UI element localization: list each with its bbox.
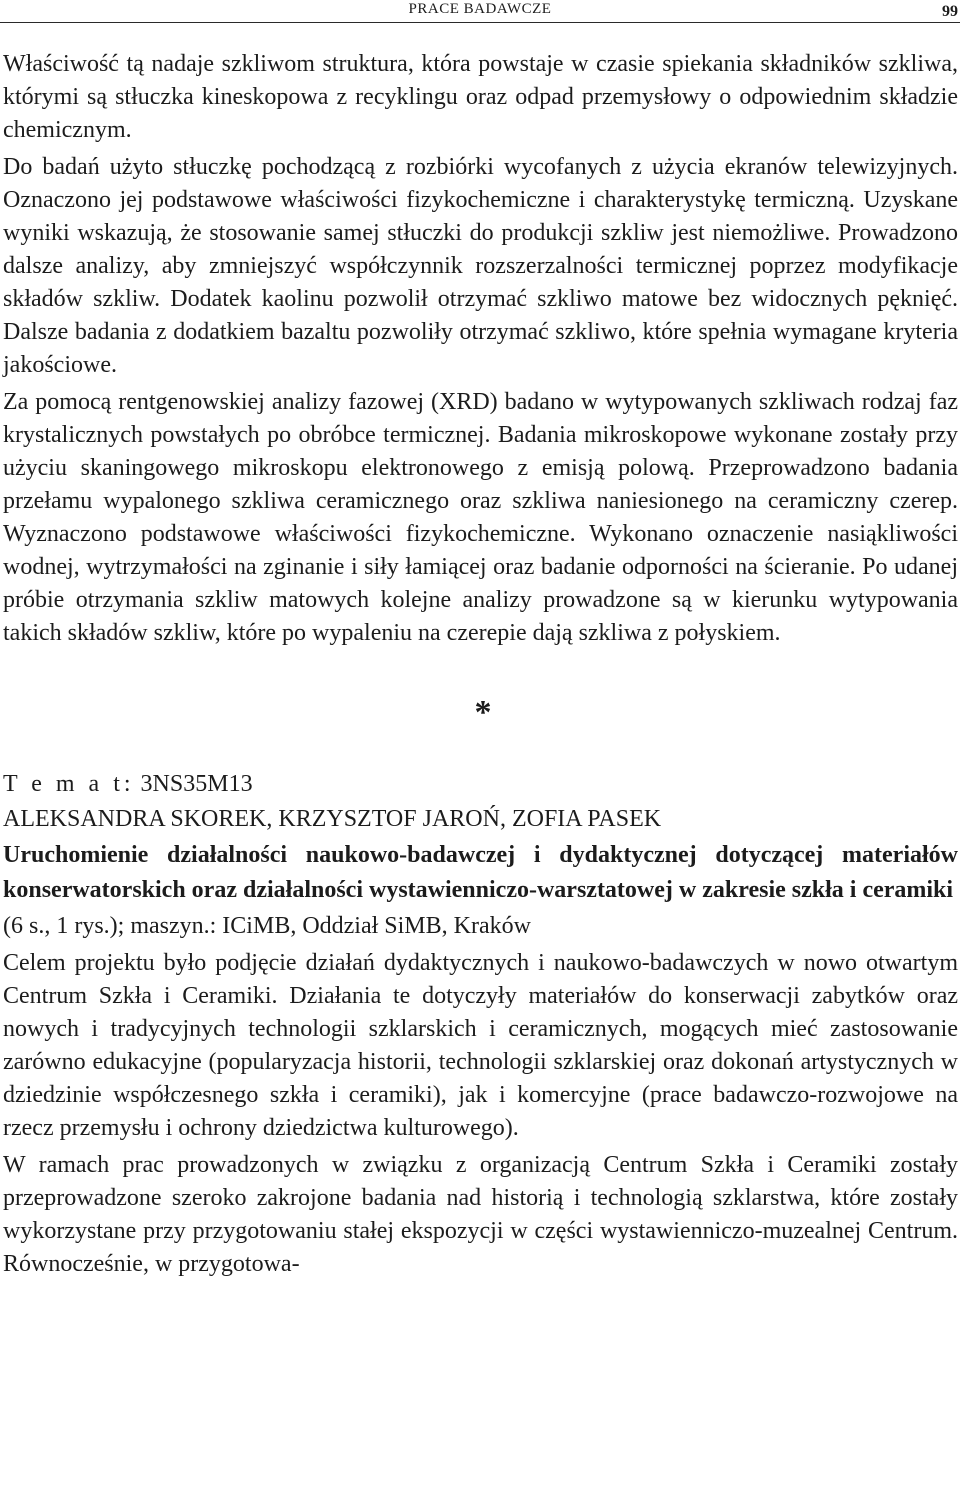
page-header — [0, 0, 960, 23]
running-title: PRACE BADAWCZE — [408, 1, 552, 17]
entry-meta: (6 s., 1 rys.); maszyn.: ICiMB, Oddział SiMB, Kraków — [3, 913, 531, 939]
topic-label: T e m a t: — [3, 771, 135, 797]
paragraph: Za pomocą rentgenowskiej analizy fazowej (XRD) badano w wytypowanych szkliwach rodzaj faz krystalicznych powstałych po obróbce termicznej. Badania mikroskopowe wykonane zostały przy użyciu skaningowego mikroskopu elektronowego z emisją polową. Przeprowadzono badania przełamu wypalonego szkliwa ceramicznego oraz szkliwa naniesionego na ceramiczny czerep. Wyznaczono podstawowe właściwości fizykochemiczne. Wykonano oznaczenie nasiąkliwości wodnej, wytrzymałości na zginanie i siły łamiącej oraz badanie odporności na ścieranie. Po udanej próbie otrzymania szkliw matowych kolejne analizy prowadzone są w kierunku wytypowania takich składów szkliw, które po wypaleniu na czerepie dają szkliwa z połyskiem. — [3, 389, 958, 646]
paragraph: Do badań użyto stłuczkę pochodzącą z rozbiórki wycofanych z użycia ekranów telewizyjnych. Oznaczono jej podstawowe właściwości fizykochemiczne i charakterystykę termiczną. Uzyskane wyniki wskazują, że stosowanie samej stłuczki do produkcji szkliw jest niemożliwe. Prowadzono dalsze analizy, aby zmniejszyć współczynnik rozszerzalności termicznej poprzez modyfikacje składów szkliw. Dodatek kaolinu pozwolił otrzymać szkliwo matowe bez widocznych pęknięć. Dalsze badania z dodatkiem bazaltu pozwoliły otrzymać szkliwo, które spełnia wymagane kryteria jakościowe. — [3, 154, 958, 378]
page-number: 99 — [942, 3, 958, 20]
topic-code: 3NS35M13 — [140, 771, 253, 797]
paragraph: W ramach prac prowadzonych w związku z organizacją Centrum Szkła i Ceramiki zostały przeprowadzone szeroko zakrojone badania nad historią i technologią szklarstwa, które zostały wykorzystane przy przygotowaniu stałej ekspozycji w części wystawienniczo-muzealnej Centrum. Równocześnie, w przygotowa- — [3, 1152, 958, 1277]
paragraph: Celem projektu było podjęcie działań dydaktycznych i naukowo-badawczych w nowo otwartym Centrum Szkła i Ceramiki. Działania te dotyczyły materiałów do konserwacji zabytków oraz nowych i tradycyjnych technologii szklarskich i ceramicznych, mogących mieć zastosowanie zarówno edukacyjne (popularyzacja historii, technologii szklarskiej oraz dokonań artystycznych w dziedzinie współczesnego szkła i ceramiki), jak i komercyjne (prace badawczo-rozwojowe na rzecz przemysłu i ochrony dziedzictwa kulturowego). — [3, 950, 958, 1141]
topic-line — [3, 768, 958, 801]
authors: ALEKSANDRA SKOREK, KRZYSZTOF JAROŃ, ZOFIA PASEK — [3, 806, 662, 832]
page-content — [3, 48, 958, 1281]
section-separator: * — [474, 694, 492, 731]
paragraph: Właściwość tą nadaje szkliwom struktura, która powstaje w czasie spiekania składników szkliwa, którymi są stłuczka kineskopowa z recyklingu oraz odpad przemysłowy o odpowiednim składzie chemicznym. — [3, 51, 958, 143]
entry-title: Uruchomienie działalności naukowo-badawczej i dydaktycznej dotyczącej materiałów konserwatorskich oraz działalności wystawienniczo-warsztatowej w zakresie szkła i ceramiki — [3, 842, 958, 903]
